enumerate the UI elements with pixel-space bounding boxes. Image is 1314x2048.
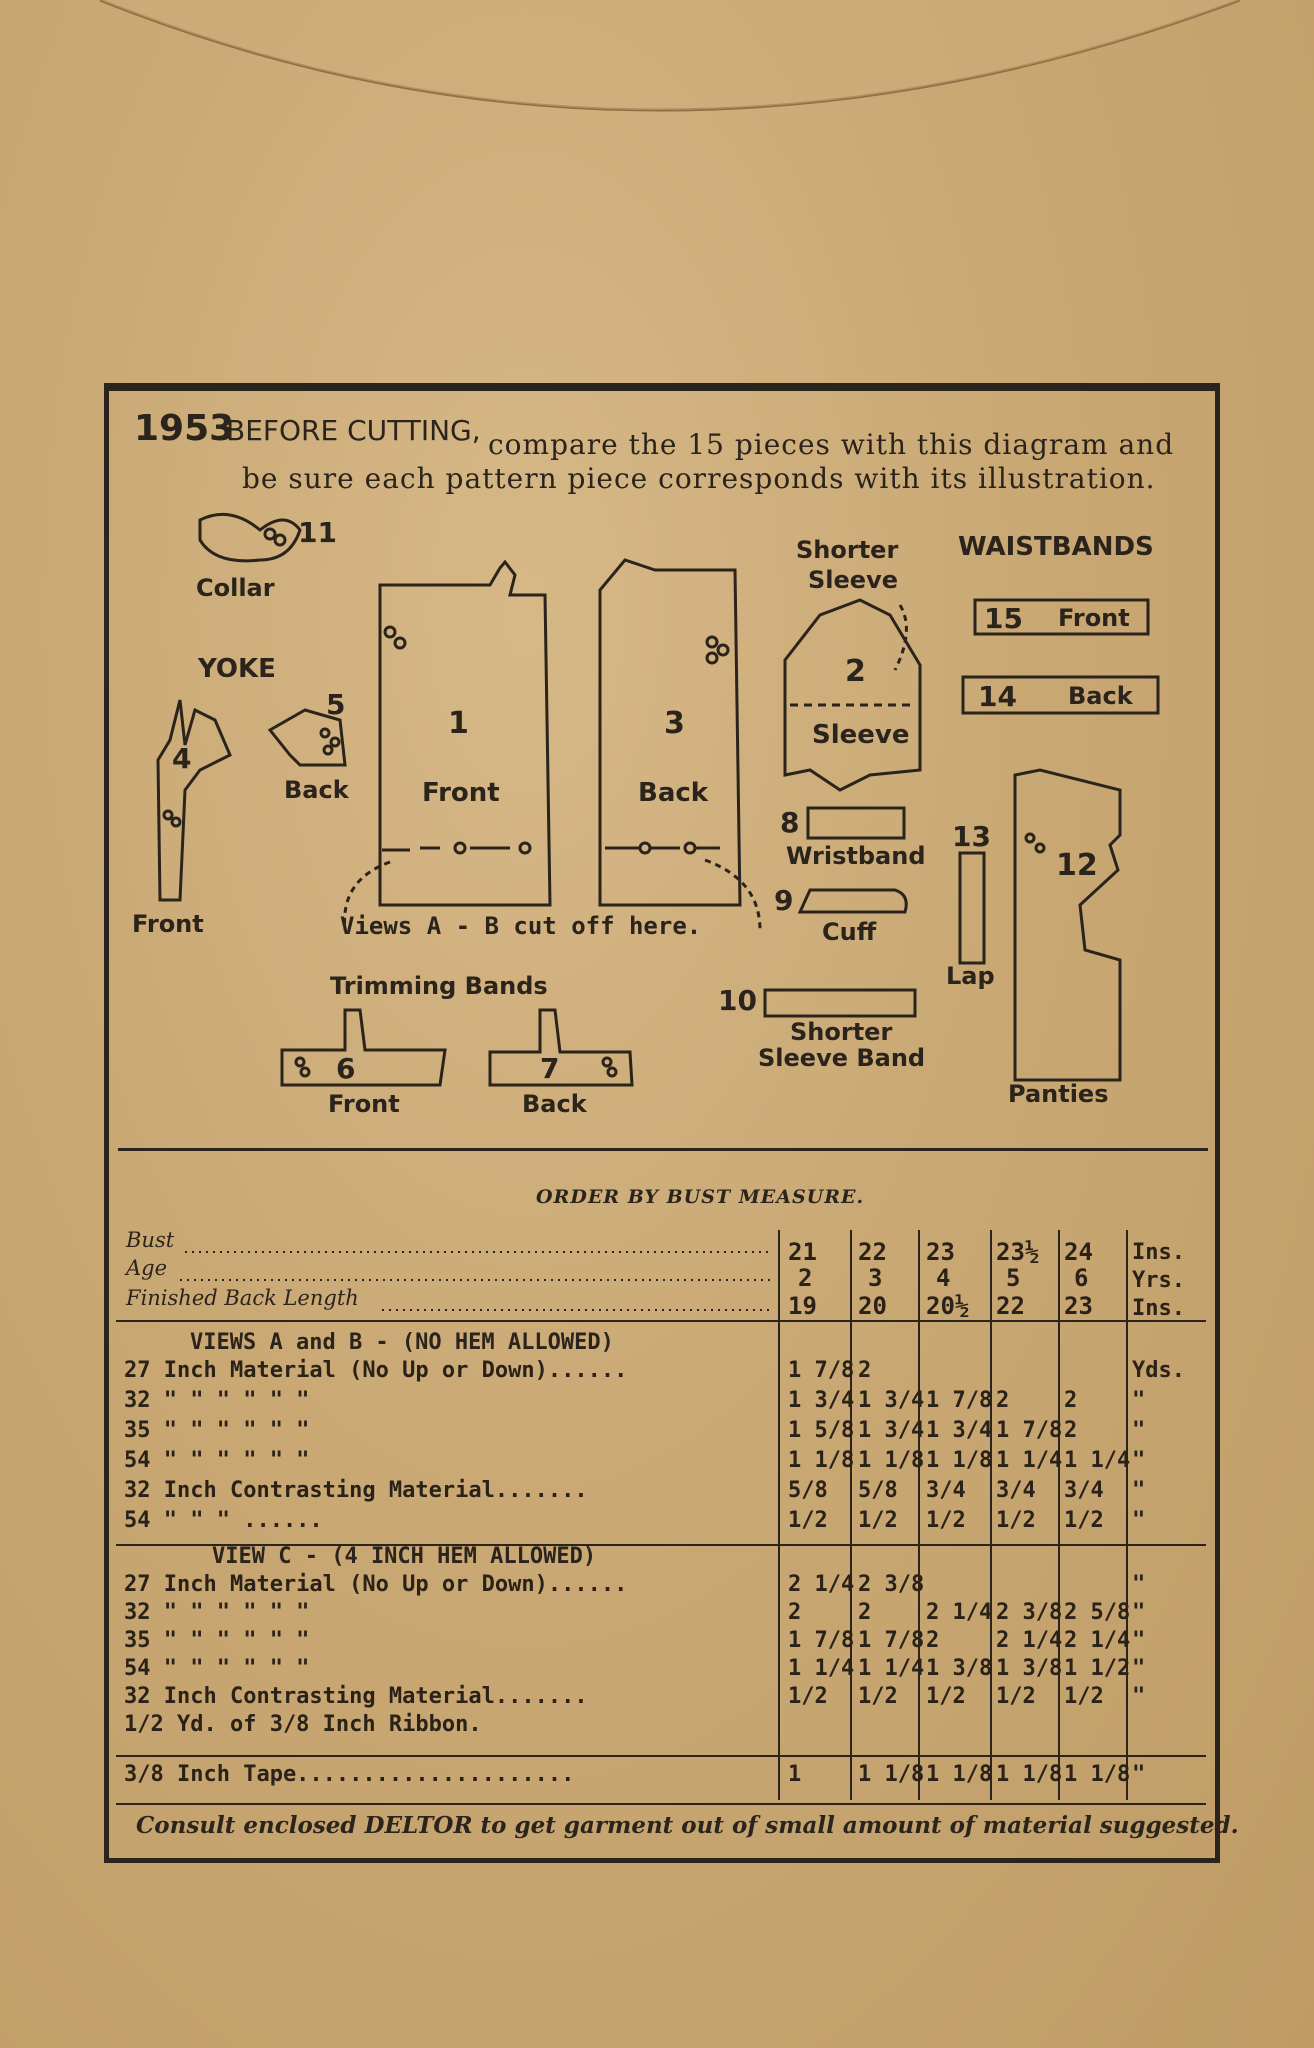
pattern-number: 1953 xyxy=(134,408,235,449)
tape-row-value: 1 1/8 xyxy=(1064,1762,1131,1787)
row-label-age: Age xyxy=(126,1256,168,1280)
c-row-label: 54 " " " " " " xyxy=(124,1656,310,1681)
table-row-line xyxy=(116,1320,1206,1322)
ab-row-value: 1/2 xyxy=(788,1508,828,1533)
c-row-value: 2 xyxy=(926,1628,940,1653)
c-row-value: 2 3/8 xyxy=(996,1600,1063,1625)
c-row-value: 1 7/8 xyxy=(788,1628,855,1653)
c-row-value: 2 xyxy=(858,1600,872,1625)
c-row-unit: " xyxy=(1132,1628,1146,1653)
ab-row-value: 1 3/4 xyxy=(858,1418,925,1443)
yoke-front-label: Front xyxy=(132,910,204,938)
c-row-value: 1 1/4 xyxy=(858,1656,925,1681)
size-age: 6 xyxy=(1074,1264,1089,1292)
ab-row-value: 1 1/8 xyxy=(788,1448,855,1473)
ab-row-value: 2 xyxy=(858,1358,872,1383)
shorter-sleeve-label-2: Sleeve xyxy=(808,566,898,594)
ab-row-value: 1 3/4 xyxy=(926,1418,993,1443)
header-title: BEFORE CUTTING, xyxy=(226,414,481,447)
ab-row-unit: " xyxy=(1132,1508,1146,1533)
ab-row-label: 54 " " " ...... xyxy=(124,1508,323,1533)
deltor-footer: Consult enclosed DELTOR to get garment out of small amount of material suggested. xyxy=(136,1812,1239,1839)
tape-row-value: 1 1/8 xyxy=(926,1762,993,1787)
collar-label: Collar xyxy=(196,574,275,602)
header-line2: be sure each pattern piece corresponds with its illustration. xyxy=(242,462,1156,495)
trimming-bands-label: Trimming Bands xyxy=(330,972,548,1000)
tape-row-value: 1 1/8 xyxy=(858,1762,925,1787)
ab-row-value: 5/8 xyxy=(788,1478,828,1503)
ab-row-value: 1 3/4 xyxy=(858,1388,925,1413)
c-row-value: 2 1/4 xyxy=(788,1572,855,1597)
ab-row-value: 1/2 xyxy=(926,1508,966,1533)
c-row-value: 1/2 xyxy=(996,1684,1036,1709)
row-label-length: Finished Back Length xyxy=(126,1286,359,1310)
section-c-title: VIEW C - (4 INCH HEM ALLOWED) xyxy=(212,1544,597,1569)
size-unit: Yrs. xyxy=(1132,1268,1185,1293)
header-line1: compare the 15 pieces with this diagram and xyxy=(488,428,1175,461)
waistband-front-num: 15 xyxy=(984,602,1023,635)
wristband-num: 8 xyxy=(780,806,800,839)
sleeve-band-label-1: Shorter xyxy=(790,1018,893,1046)
c-row-value: 1 3/8 xyxy=(996,1656,1063,1681)
c-row-label: 27 Inch Material (No Up or Down)...... xyxy=(124,1572,628,1597)
lap-num: 13 xyxy=(952,820,991,853)
trim-front-label: Front xyxy=(328,1090,400,1118)
c-row-value: 1/2 xyxy=(858,1684,898,1709)
ab-row-label: 27 Inch Material (No Up or Down)...... xyxy=(124,1358,628,1383)
c-row-label: 32 Inch Contrasting Material....... xyxy=(124,1684,588,1709)
ab-row-unit: " xyxy=(1132,1478,1146,1503)
ab-row-value: 1/2 xyxy=(1064,1508,1104,1533)
panties-label: Panties xyxy=(1008,1080,1109,1108)
ab-row-value: 3/4 xyxy=(1064,1478,1104,1503)
c-row-label: 35 " " " " " " xyxy=(124,1628,310,1653)
size-length: 22 xyxy=(996,1292,1025,1320)
table-row-line xyxy=(116,1755,1206,1757)
ab-row-value: 2 xyxy=(1064,1388,1078,1413)
c-row-value: 2 1/4 xyxy=(926,1600,993,1625)
c-row-value: 2 1/4 xyxy=(996,1628,1063,1653)
order-title: ORDER BY BUST MEASURE. xyxy=(536,1186,865,1208)
waistband-back-label: Back xyxy=(1068,682,1133,710)
panties-num: 12 xyxy=(1056,848,1098,883)
c-row-value: 1 1/2 xyxy=(1064,1656,1131,1681)
c-row-unit: " xyxy=(1132,1684,1146,1709)
ab-row-value: 2 xyxy=(1064,1418,1078,1443)
ab-row-unit: Yds. xyxy=(1132,1358,1185,1383)
size-bust: 22 xyxy=(858,1238,887,1266)
collar-num: 11 xyxy=(298,516,337,549)
ab-row-label: 32 " " " " " " xyxy=(124,1388,310,1413)
waistband-back-num: 14 xyxy=(978,680,1017,713)
views-note: Views A - B cut off here. xyxy=(340,912,702,940)
size-bust: 21 xyxy=(788,1238,817,1266)
size-age: 3 xyxy=(868,1264,883,1292)
cuff-num: 9 xyxy=(774,884,794,917)
size-unit: Ins. xyxy=(1132,1296,1185,1321)
c-row-label: 1/2 Yd. of 3/8 Inch Ribbon. xyxy=(124,1712,482,1737)
c-row-value: 1/2 xyxy=(926,1684,966,1709)
c-row-unit: " xyxy=(1132,1656,1146,1681)
section-ab-title: VIEWS A and B - (NO HEM ALLOWED) xyxy=(190,1330,614,1355)
c-row-value: 1/2 xyxy=(788,1684,828,1709)
ab-row-value: 1 7/8 xyxy=(788,1358,855,1383)
c-row-unit: " xyxy=(1132,1572,1146,1597)
c-row-value: 1 3/8 xyxy=(926,1656,993,1681)
trim-front-num: 6 xyxy=(336,1052,356,1085)
ab-row-value: 1/2 xyxy=(996,1508,1036,1533)
tape-row-unit: " xyxy=(1132,1762,1146,1787)
yoke-back-num: 5 xyxy=(326,688,346,721)
ab-row-value: 3/4 xyxy=(926,1478,966,1503)
ab-row-value: 1 1/8 xyxy=(858,1448,925,1473)
yoke-back-label: Back xyxy=(284,776,349,804)
tape-row-value: 1 1/8 xyxy=(996,1762,1063,1787)
ab-row-value: 1 5/8 xyxy=(788,1418,855,1443)
c-row-value: 1/2 xyxy=(1064,1684,1104,1709)
ab-row-unit: " xyxy=(1132,1448,1146,1473)
c-row-label: 32 " " " " " " xyxy=(124,1600,310,1625)
front-label: Front xyxy=(422,778,500,808)
c-row-value: 2 3/8 xyxy=(858,1572,925,1597)
ab-row-value: 1 1/4 xyxy=(996,1448,1063,1473)
size-age: 2 xyxy=(798,1264,813,1292)
c-row-value: 1 7/8 xyxy=(858,1628,925,1653)
ab-row-value: 1 7/8 xyxy=(996,1418,1063,1443)
ab-row-unit: " xyxy=(1132,1418,1146,1443)
size-bust: 23½ xyxy=(996,1238,1040,1266)
back-num: 3 xyxy=(664,706,685,741)
ab-row-value: 1 3/4 xyxy=(788,1388,855,1413)
yoke-label: YOKE xyxy=(198,654,276,684)
ab-row-value: 1 7/8 xyxy=(926,1388,993,1413)
ab-row-value: 1/2 xyxy=(858,1508,898,1533)
ab-row-unit: " xyxy=(1132,1388,1146,1413)
ab-row-value: 5/8 xyxy=(858,1478,898,1503)
size-length: 23 xyxy=(1064,1292,1093,1320)
wristband-label: Wristband xyxy=(786,842,926,870)
size-unit: Ins. xyxy=(1132,1240,1185,1265)
back-label: Back xyxy=(638,778,709,808)
yoke-front-num: 4 xyxy=(172,742,192,775)
size-length: 20½ xyxy=(926,1292,970,1320)
c-row-value: 2 5/8 xyxy=(1064,1600,1131,1625)
size-length: 19 xyxy=(788,1292,817,1320)
size-bust: 24 xyxy=(1064,1238,1093,1266)
trim-back-label: Back xyxy=(522,1090,587,1118)
c-row-unit: " xyxy=(1132,1600,1146,1625)
sleeve-num: 2 xyxy=(845,654,866,689)
c-row-value: 2 xyxy=(788,1600,802,1625)
sleeve-band-label-2: Sleeve Band xyxy=(758,1044,926,1072)
size-age: 4 xyxy=(936,1264,951,1292)
cuff-label: Cuff xyxy=(822,918,877,946)
waistband-front-label: Front xyxy=(1058,604,1130,632)
trim-back-num: 7 xyxy=(540,1052,560,1085)
ab-row-value: 1 1/4 xyxy=(1064,1448,1131,1473)
waistbands-label: WAISTBANDS xyxy=(958,532,1154,562)
lap-label: Lap xyxy=(946,962,995,990)
size-age: 5 xyxy=(1006,1264,1021,1292)
table-row-line xyxy=(116,1803,1206,1805)
ab-row-label: 35 " " " " " " xyxy=(124,1418,310,1443)
ab-row-value: 2 xyxy=(996,1388,1010,1413)
front-num: 1 xyxy=(448,706,469,741)
tape-row-label: 3/8 Inch Tape..................... xyxy=(124,1762,575,1787)
size-bust: 23 xyxy=(926,1238,955,1266)
ab-row-label: 54 " " " " " " xyxy=(124,1448,310,1473)
ab-row-value: 3/4 xyxy=(996,1478,1036,1503)
shorter-sleeve-label: Shorter xyxy=(796,536,899,564)
size-length: 20 xyxy=(858,1292,887,1320)
c-row-value: 1 1/4 xyxy=(788,1656,855,1681)
ab-row-label: 32 Inch Contrasting Material....... xyxy=(124,1478,588,1503)
sleeve-label: Sleeve xyxy=(812,720,910,750)
tape-row-value: 1 xyxy=(788,1762,802,1787)
sleeve-band-num: 10 xyxy=(718,984,757,1017)
row-label-bust: Bust xyxy=(126,1228,175,1252)
c-row-value: 2 1/4 xyxy=(1064,1628,1131,1653)
ab-row-value: 1 1/8 xyxy=(926,1448,993,1473)
